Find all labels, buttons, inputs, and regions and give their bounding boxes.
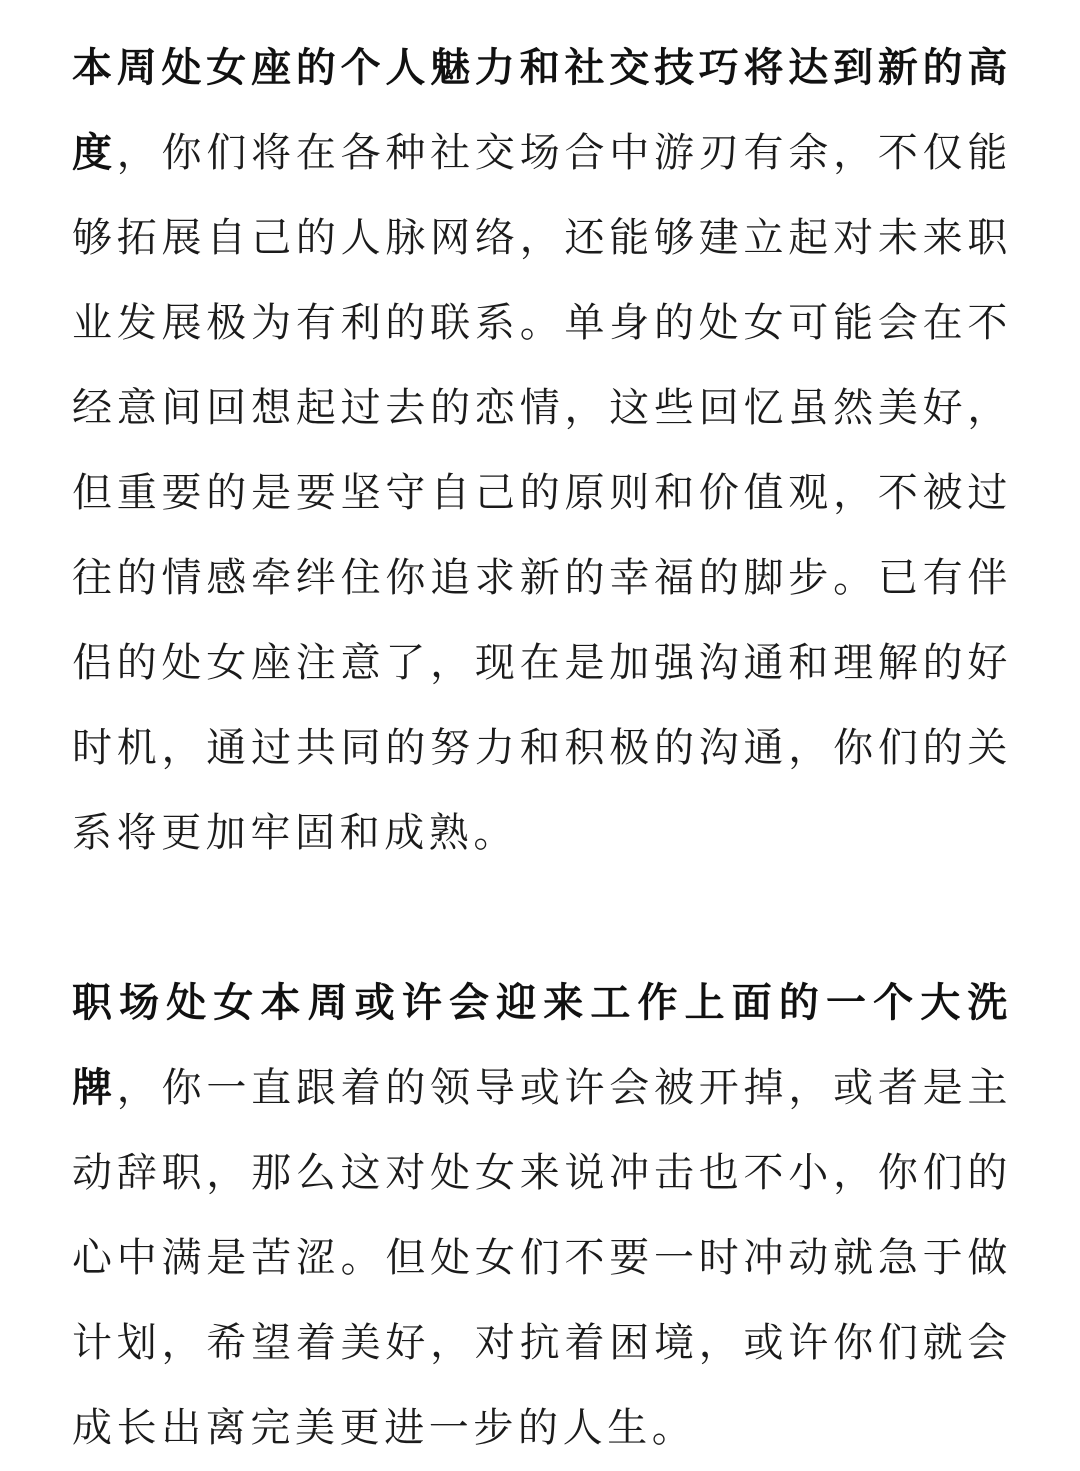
- paragraph-lead-heading: 职场处女本周或许会迎来工作上面的一个大洗牌: [72, 980, 1012, 1111]
- paragraph-love-social: [72, 26, 1012, 876]
- paragraph-body-text: ，你一直跟着的领导或许会被开掉，或者是主动辞职，那么这对处女来说冲击也不小，你们的心中满是苦涩。但处女们不要一时冲动就急于做计划，希望着美好，对抗着困境，或许你们就会成长出离完美更进一步的人生。: [72, 1065, 1013, 1451]
- horoscope-article: [72, 26, 1012, 1471]
- paragraph-career: [72, 961, 1012, 1471]
- paragraph-body-text: ，你们将在各种社交场合中游刃有余，不仅能够拓展自己的人脉网络，还能够建立起对未来职业发展极为有利的联系。单身的处女可能会在不经意间回想起过去的恋情，这些回忆虽然美好，但重要的是要坚守自己的原则和价值观，不被过往的情感牵绊住你追求新的幸福的脚步。已有伴侣的处女座注意了，现在是加强沟通和理解的好时机，通过共同的努力和积极的沟通，你们的关系将更加牢固和成熟。: [72, 130, 1013, 856]
- paragraph-lead-heading: 本周处女座的个人魅力和社交技巧将达到新的高度: [72, 45, 1012, 176]
